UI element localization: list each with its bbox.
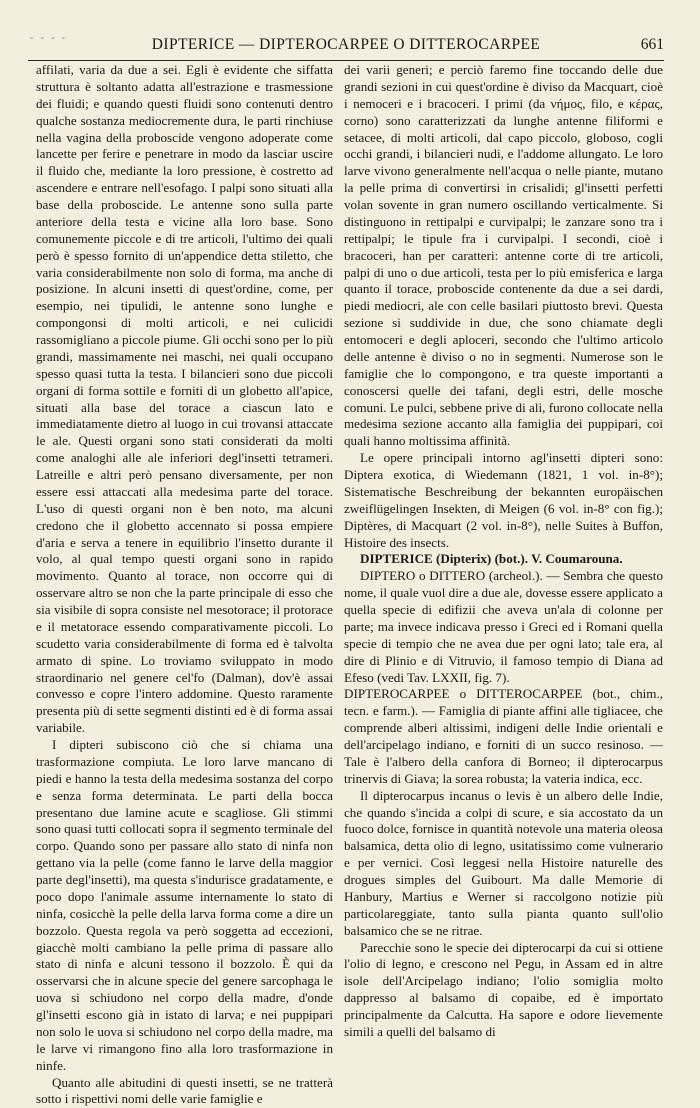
- left-paragraph-1: affilati, varia da due a sei. Egli è evidente che siffatta struttura è soltanto adatta all'estrazione e trasmessione dei fluidi; e quando questi fluidi sono contenuti dentro qualche sostanza mediocremente dura, le parti rinchiuse nella vagina della proboscide vengono adoperate come lancette per ferire e penetrare in modo da lasciar uscire il fluido che, mediante la loro pressione, è costretto ad ascendere e entrare nell'esofago. I palpi sono situati alla base della proboscide. Le antenne sono sulla parte anteriore della testa e vicine alla loro base. Sono comunemente piccole e di tre articoli, l'ultimo dei quali però è spesso fornito di un'appendice detta stiletto, che varia considerabilmente non solo di forma, ma anche di posizione. In alcuni insetti di quest'ordine, come, per esempio, nei tipulidi, le antenne sono lunghe e compongonsi di molti articoli, e nei culicidi rassomigliano a piccole piume. Gli occhi sono per lo più grandi, massimamente nei maschi, nei quali occupano spesso quasi tutta la testa. I bilancieri sono due piccoli organi di forma sottile e forniti di un globetto all'apice, situati alla base del torace a ciascun lato e immediatamente dietro al luogo in cui trovansi attaccate le ale. Questi organi sono stati considerati da molti come analoghi alle ale inferiori degl'insetti tetrameri. Latreille e altri però pensano diversamente, per non essere essi attaccati alla medesima parte del torace. L'uso di questi organi non è ben noto, ma alcuni credono che il globetto accennato si possa empiere d'aria e serva a tenere in equilibrio l'insetto durante il volo, al qual tempo questi organi sono in rapido movimento. Quanto al torace, non occorre qui di osservare altro se non che la parte principale di esso che sia visibile di sopra consiste nel mesotorace; il protorace e il metatorace essendo comparativamente piccoli. Lo scudetto varia considerabilmente di forma ed è talvolta armato di spine. Lo troviamo sviluppato in modo straordinario nel genere cel'fo (Dalman), dov'è assai convesso e copre l'intero addomine. Questo raramente presenta più di sette segmenti distinti ed è di forma assai variabile.: [36, 62, 333, 737]
- right-column: [344, 62, 663, 982]
- entry-dipterice: DIPTERICE (Dipterix) (bot.). V. Coumarouna.: [344, 551, 663, 568]
- corner-mark: - - - -: [30, 33, 67, 44]
- right-paragraph-1: dei varii generi; e perciò faremo fine toccando delle due grandi sezioni in cui quest'ordine è diviso da Macquart, cioè i nemoceri e i bracoceri. I primi (da νήμος, filo, e κέρας, corno) sono caratterizzati da lunghe antenne filiformi e setacee, di molti articoli, dal capo piccolo, globoso, cogli occhi grandi, i bilancieri nudi, e l'addome allungato. Le loro larve vivono generalmente nell'acqua o nelle piante, mutano la pelle prima di convertirsi in crisalidi; gl'insetti perfetti volan sovente in gran numero oscillando verticalmente. Si distinguono in rettipalpi e curvipalpi; le zanzare sono tra i rettipalpi; le tipule fra i curvipalpi. I secondi, cioè i bracoceri, han per caratteri: antenne corte di tre articoli, palpi di uno o due articoli, testa per lo più emisferica e larga quanto il torace, proboscide contenente da due a sei dardi, piedi mediocri, ale con celle basilari piuttosto brevi. Questa sezione si suddivide in due, che sono chiamate degli entomoceri e degli aploceri, secondo che l'ultimo articolo delle antenne è diviso o no in segmenti. Numerose son le famiglie che lo compongono, e tra queste importanti a conoscersi quelle dei tafani, degli estri, delle mosche comuni. Le pulci, sebbene prive di ali, furono collocate nella medesima sezione accanto alla famiglia dei puppipari, coi quali hanno moltissima affinità.: [344, 62, 663, 450]
- right-paragraph-2: Le opere principali intorno agl'insetti dipteri sono: Diptera exotica, di Wiedemann (1821, 1 vol. in-8°); Sistematische Beschreibung der bekannten europäischen zweiflügelingen Insekten, di Meigen (6 vol. in-8° con fig.); Diptères, di Macquart (2 vol. in-8°), nelle Suites à Buffon, Histoire des insects.: [344, 450, 663, 551]
- running-title: DIPTERICE — DIPTEROCARPEE O DITTEROCARPEE: [28, 36, 664, 54]
- right-paragraph-olio-di-legno: Parecchie sono le specie dei dipterocarpi da cui si ottiene l'olio di legno, e crescono nel Pegu, in Assam ed in altre isole dell'Arcipelago indiano; l'olio somiglia molto dappresso al balsamo di copaibe, ed è importato principalmente da Calcutta. Ha sapore e odore lievemente simili a quelli del balsamo di: [344, 940, 663, 1041]
- left-column: [36, 62, 333, 982]
- left-paragraph-3: Quanto alle abitudini di questi insetti, se ne tratterà sotto i rispettivi nomi delle varie famiglie e: [36, 1075, 333, 1108]
- running-header: [28, 34, 664, 61]
- right-paragraph-dipterocarpus: Il dipterocarpus incanus o levis è un albero delle Indie, che quando s'incida a colpi di scure, e sia accostato da un fuoco dolce, fornisce in quantità notevole una materia oleosa balsamica, detta olio di legno, usitatissimo come vulnerario e per vernici. Così leggesi nella Histoire naturelle des drogues simples del Guibourt. Ma dalle Memorie di Hanbury, Martius e Werner si raccolgono notizie più particolareggiate, tanto sulla pianta quanto sull'olio balsamico che se ne ritrae.: [344, 788, 663, 940]
- left-paragraph-2: I dipteri subiscono ciò che si chiama una trasformazione compiuta. Le loro larve mancano di piedi e hanno la testa della medesima sostanza del corpo e senza forma determinata. Le parti della bocca presentano due lamine acute e scagliose. Gli stimmi sono quasi tutti collocati sopra il segmento terminale del corpo. Quando sono per passare allo stato di ninfa non gettano via la pelle (come fanno le larve della maggior parte degl'insetti), ma questa s'indurisce gradatamente, e poco dopo l'animale assume internamente lo stato di ninfa, cosicchè la pelle della larva forma come a dire un bozzolo. Questa regola va però soggetta ad eccezioni, giacchè molti cambiano la pelle prima di passare allo stato di ninfa e alcuni tessono il bozzolo. È qui da osservarsi che in alcune specie del genere sarcophaga le uova si schiudono nel corpo della madre, d'onde gl'insetti escono già in istato di larva; e nei puppipari non solo le uova si schiudono nel corpo della madre, ma le larve vi rimangono fino alla loro trasformazione in ninfe.: [36, 737, 333, 1075]
- entry-diptero: DIPTERO o DITTERO (archeol.). — Sembra che questo nome, il quale vuol dire a due ale, dovesse essere applicato a quella specie di edifizii che aveva un'ala di colonne per parte; ma invece indicava presso i Greci ed i Romani quella specie di tempio che ne avea due per ogni lato; tale era, al dire di Plinio e di Vitruvio, il famoso tempio di Diana ad Efeso (vedi Tav. LXXII, fig. 7).: [344, 568, 663, 686]
- entry-dipterocarpee: DIPTEROCARPEE o DITTEROCARPEE (bot., chim., tecn. e farm.). — Famiglia di piante affini alle tigliacee, che comprende alberi altissimi, indigeni delle Indie orientali e dell'arcipelago indiano, e forniti di un succo resinoso. — Tale è l'albero della canfora di Borneo; il dipterocarpus trinervis di Giava; la sorea robusta; la vateria indica, ecc.: [344, 686, 663, 787]
- page-number: 661: [641, 36, 664, 54]
